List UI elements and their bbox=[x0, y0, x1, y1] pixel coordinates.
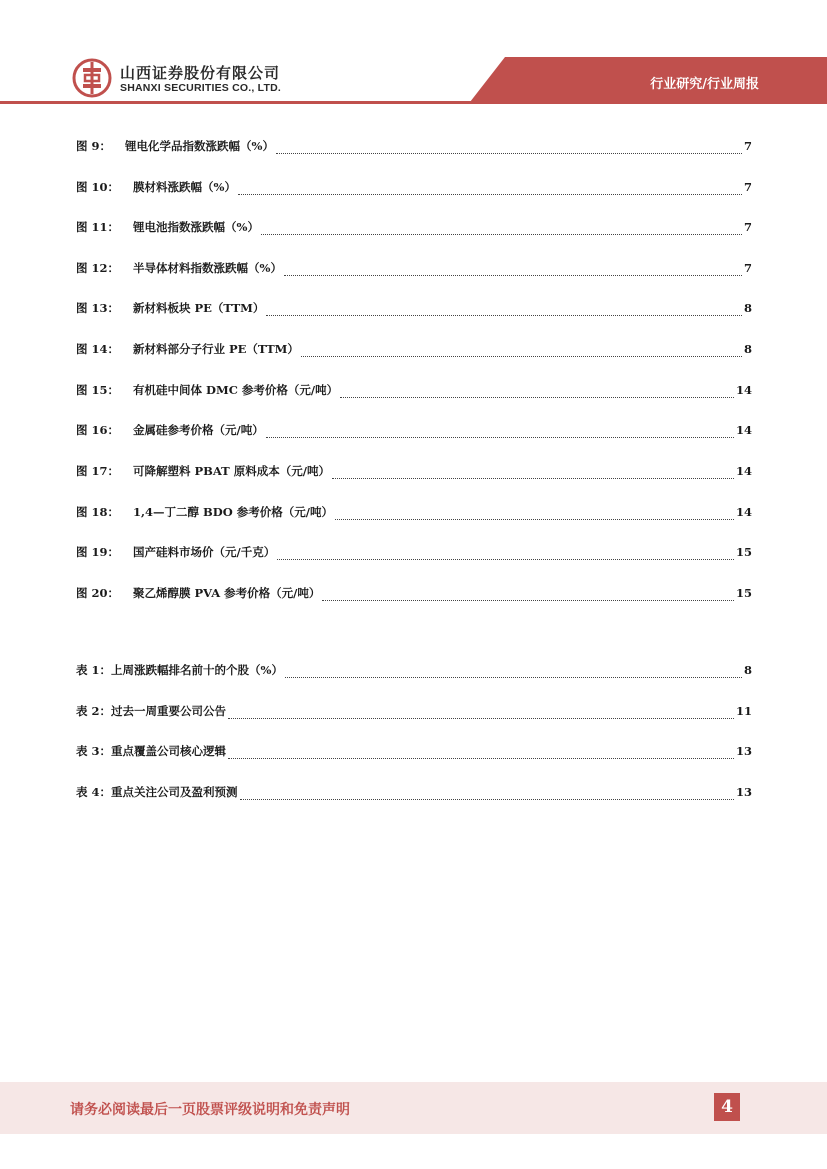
header-rule bbox=[0, 101, 827, 104]
company-name-cn: 山西证券股份有限公司 bbox=[120, 64, 281, 82]
toc-label: 图 12： bbox=[76, 261, 120, 275]
toc-page-number: 15 bbox=[735, 545, 752, 559]
toc-label: 表 1： bbox=[76, 663, 112, 677]
toc-page-number: 7 bbox=[743, 261, 752, 275]
toc-entry[interactable] bbox=[76, 138, 752, 156]
toc-title: 锂电池指数涨跌幅（%） bbox=[133, 220, 259, 234]
toc-label: 图 16： bbox=[76, 423, 120, 437]
page-footer bbox=[0, 1082, 827, 1134]
toc-entry[interactable] bbox=[76, 784, 752, 802]
toc-label: 图 15： bbox=[76, 383, 120, 397]
table-index bbox=[76, 662, 752, 802]
toc-page-number: 14 bbox=[735, 464, 752, 478]
leader-dots bbox=[335, 509, 734, 520]
toc-entry[interactable] bbox=[76, 260, 752, 278]
leader-dots bbox=[261, 224, 742, 235]
figure-index bbox=[76, 138, 752, 608]
leader-dots bbox=[228, 748, 734, 759]
page-header bbox=[0, 0, 827, 105]
report-type: 行业研究/行业周报 bbox=[650, 77, 759, 92]
toc-label: 图 17： bbox=[76, 464, 120, 478]
leader-dots bbox=[266, 427, 734, 438]
page-number-badge: 4 bbox=[714, 1093, 740, 1121]
toc-title: 聚乙烯醇膜 PVA 参考价格（元/吨） bbox=[133, 586, 321, 600]
toc-title: 1,4—丁二醇 BDO 参考价格（元/吨） bbox=[133, 505, 333, 519]
toc-entry[interactable] bbox=[76, 382, 752, 400]
disclaimer-notice: 请务必阅读最后一页股票评级说明和免责声明 bbox=[70, 1102, 350, 1118]
toc-label: 表 4： bbox=[76, 785, 112, 799]
toc-entry[interactable] bbox=[76, 463, 752, 481]
toc-title: 金属硅参考价格（元/吨） bbox=[133, 423, 264, 437]
toc-entry[interactable] bbox=[76, 300, 752, 318]
toc-entry[interactable] bbox=[76, 585, 752, 603]
toc-title: 半导体材料指数涨跌幅（%） bbox=[133, 261, 282, 275]
toc-title: 有机硅中间体 DMC 参考价格（元/吨） bbox=[133, 383, 339, 397]
shanxi-securities-logo-icon bbox=[72, 58, 112, 98]
leader-dots bbox=[301, 346, 742, 357]
leader-dots bbox=[322, 590, 734, 601]
toc-label: 图 10： bbox=[76, 180, 120, 194]
toc-title: 锂电化学品指数涨跌幅（%） bbox=[125, 139, 274, 153]
toc-entry[interactable] bbox=[76, 504, 752, 522]
toc-entry[interactable] bbox=[76, 703, 752, 721]
leader-dots bbox=[285, 667, 742, 678]
toc-page-number: 14 bbox=[735, 383, 752, 397]
toc-title: 重点关注公司及盈利预测 bbox=[111, 785, 238, 799]
toc-page-number: 14 bbox=[735, 505, 752, 519]
toc-label: 表 2： bbox=[76, 704, 112, 718]
toc-label: 图 18： bbox=[76, 505, 120, 519]
toc-title: 重点覆盖公司核心逻辑 bbox=[111, 744, 227, 758]
toc-entry[interactable] bbox=[76, 544, 752, 562]
toc-page-number: 8 bbox=[743, 301, 752, 315]
toc-label: 图 19： bbox=[76, 545, 120, 559]
leader-dots bbox=[266, 305, 742, 316]
leader-dots bbox=[332, 468, 734, 479]
toc-entry[interactable] bbox=[76, 219, 752, 237]
toc-title: 膜材料涨跌幅（%） bbox=[133, 180, 236, 194]
toc-page-number: 14 bbox=[735, 423, 752, 437]
toc-page-number: 15 bbox=[735, 586, 752, 600]
toc-label: 表 3： bbox=[76, 744, 112, 758]
company-name-en: SHANXI SECURITIES CO., LTD. bbox=[120, 82, 281, 94]
toc-page-number: 11 bbox=[735, 704, 752, 718]
toc-label: 图 14： bbox=[76, 342, 120, 356]
toc-label: 图 13： bbox=[76, 301, 120, 315]
toc-title: 新材料板块 PE（TTM） bbox=[133, 301, 265, 315]
toc-title: 上周涨跌幅排名前十的个股（%） bbox=[111, 663, 283, 677]
toc-label: 图 11： bbox=[76, 220, 120, 234]
leader-dots bbox=[228, 708, 734, 719]
toc-title: 新材料部分子行业 PE（TTM） bbox=[133, 342, 299, 356]
toc-entry[interactable] bbox=[76, 422, 752, 440]
leader-dots bbox=[340, 387, 734, 398]
leader-dots bbox=[284, 265, 742, 276]
toc-page-number: 7 bbox=[743, 180, 752, 194]
toc-entry[interactable] bbox=[76, 743, 752, 761]
toc-title: 可降解塑料 PBAT 原料成本（元/吨） bbox=[133, 464, 330, 478]
toc-title: 国产硅料市场价（元/千克） bbox=[133, 545, 276, 559]
toc-page-number: 7 bbox=[743, 220, 752, 234]
toc-page-number: 8 bbox=[743, 663, 752, 677]
leader-dots bbox=[240, 789, 734, 800]
leader-dots bbox=[277, 549, 734, 560]
toc-entry[interactable] bbox=[76, 341, 752, 359]
toc-label: 图 9： bbox=[76, 139, 112, 153]
toc-title: 过去一周重要公司公告 bbox=[111, 704, 227, 718]
toc-entry[interactable] bbox=[76, 179, 752, 197]
toc-entry[interactable] bbox=[76, 662, 752, 680]
toc-page-number: 8 bbox=[743, 342, 752, 356]
toc-page-number: 7 bbox=[743, 139, 752, 153]
leader-dots bbox=[238, 184, 742, 195]
toc-label: 图 20： bbox=[76, 586, 120, 600]
leader-dots bbox=[276, 143, 742, 154]
toc-page-number: 13 bbox=[735, 785, 752, 799]
toc-page-number: 13 bbox=[735, 744, 752, 758]
